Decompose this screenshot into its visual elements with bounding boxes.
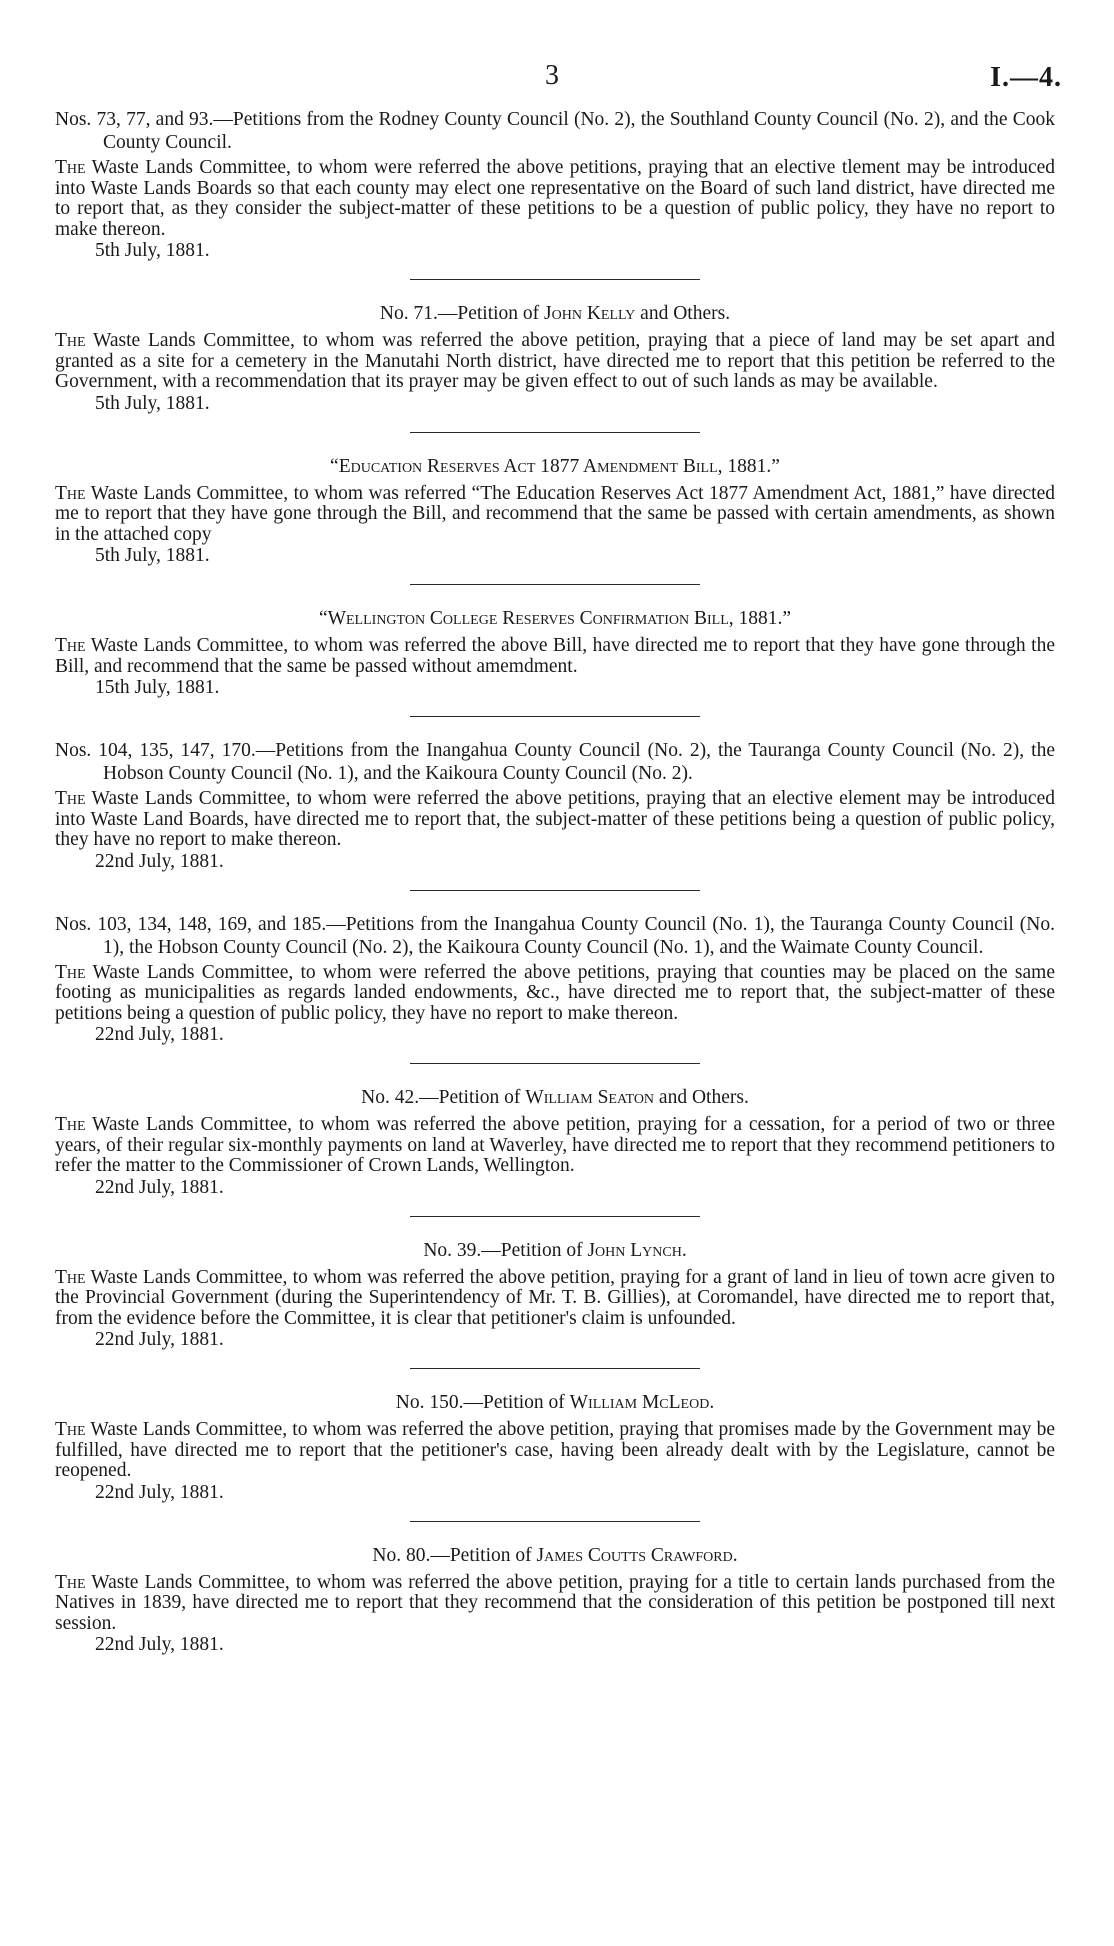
petitioner-name: William Seaton [525, 1087, 655, 1108]
heading-suffix: and Others. [654, 1087, 749, 1108]
section-heading: Nos. 104, 135, 147, 170.—Petitions from the Inangahua County Council (No. 2), the Tauranga County Council (No. 2), the Hobson County Council (No. 1), and the Kaikoura County Council (No. 2). [55, 740, 1055, 784]
section-date: 15th July, 1881. [95, 677, 220, 698]
section-date: 22nd July, 1881. [95, 1481, 224, 1503]
heading-prefix: No. 39.—Petition of [423, 1239, 588, 1261]
section-body [55, 963, 1055, 1025]
heading-prefix: No. 42.—Petition of [361, 1087, 526, 1108]
section-heading: “Education Reserves Act 1877 Amendment Bill, 1881.” [330, 455, 780, 477]
lead-word: The [55, 961, 86, 983]
lead-word: The [55, 1419, 86, 1440]
section-petitions-104-135-147-170 [55, 739, 1055, 872]
section-heading [55, 1391, 1055, 1414]
section-date: 22nd July, 1881. [95, 1329, 224, 1350]
section-date: 22nd July, 1881. [95, 1634, 224, 1655]
section-education-reserves-bill [55, 455, 1055, 567]
lead-word: The [55, 1266, 86, 1288]
section-heading [55, 1544, 1055, 1567]
body-text: Waste Lands Committee, to whom was referred the above petition, praying that promises made by the Government may be fulfilled, have directed me to report that the petitioner's case, having been already dealt with by the Legislature, cannot be reopened. [55, 1419, 1055, 1481]
section-body [55, 1573, 1055, 1635]
section-heading: Nos. 73, 77, and 93.—Petitions from the Rodney County Council (No. 2), the Southland County Council (No. 2), and the Cook County Council. [55, 109, 1055, 153]
section-heading: Nos. 103, 134, 148, 169, and 185.—Petitions from the Inangahua County Council (No. 1), the Tauranga County Council (No. 1), the Hobson County Council (No. 2), the Kaikoura County Council (No. 1), and the Waimate County Council. [55, 913, 1055, 958]
section-body [55, 1115, 1055, 1177]
page-number: 3 [545, 60, 559, 91]
divider-rule [410, 1063, 700, 1064]
heading-prefix: No. 71.—Petition of [379, 303, 545, 324]
lead-word: The [55, 635, 86, 656]
section-heading [55, 1086, 1055, 1109]
section-body [55, 1420, 1055, 1482]
divider-rule [410, 279, 700, 280]
heading-prefix: No. 80.—Petition of [372, 1544, 537, 1566]
divider-rule [410, 1216, 700, 1217]
heading-suffix: . [732, 1544, 738, 1566]
body-text: Waste Lands Committee, to whom were referred the above petitions, praying that an elective element may be introduced into Waste Land Boards, have directed me to report that, the subject-matter of these petitions being a question of public policy, they have no report to make thereon. [55, 788, 1055, 850]
body-text: Waste Lands Committee, to whom were referred the above petitions, praying that counties may be placed on the same footing as municipalities as regards landed endowments, &c., have directed me to report that, the subject-matter of these petitions being a question of public policy, they have no report to make thereon. [55, 961, 1055, 1024]
section-date: 22nd July, 1881. [95, 1176, 224, 1198]
body-text: Waste Lands Committee, to whom was referred the above petition, praying for a title to certain lands purchased from the Natives in 1839, have directed me to report that they recommend that the consideration of this petition be postponed till next session. [55, 1571, 1055, 1634]
body-text: Waste Lands Committee, to whom was referred the above petition, praying that a piece of land may be set apart and granted as a site for a cemetery in the Manutahi North district, have directed me to report that this petition be referred to the Government, with a recommendation that its prayer may be given effect to out of such lands as may be available. [55, 330, 1055, 392]
section-body [55, 636, 1055, 677]
section-heading [55, 1239, 1055, 1262]
divider-rule [410, 432, 700, 433]
body-text: Waste Lands Committee, to whom was referred “The Education Reserves Act 1877 Amendment Act, 1881,” have directed me to report that they have gone through the Bill, and recommend that the same be passed with certain amendments, as shown in the attached copy [55, 482, 1055, 545]
body-text: Waste Lands Committee, to whom was referred the above Bill, have directed me to report that they have gone through the Bill, and recommend that the same be passed without amemdment. [55, 635, 1055, 677]
paper-reference: I.—4. [990, 62, 1062, 93]
divider-rule [410, 1521, 700, 1522]
page-header [0, 0, 1114, 110]
heading-suffix: . [709, 1392, 715, 1413]
section-heading: “Wellington College Reserves Confirmation Bill, 1881.” [318, 608, 792, 629]
section-date: 5th July, 1881. [95, 545, 210, 566]
section-petitions-73-77-93 [55, 108, 1055, 261]
lead-word: The [55, 1114, 86, 1135]
lead-word: The [55, 157, 86, 178]
section-body [55, 158, 1055, 240]
body-text: Waste Lands Committee, to whom was referred the above petition, praying for a grant of land in lieu of town acre given to the Provincial Government (during the Superintendency of Mr. T. B. Gillies), at Coromandel, have directed me to report that, from the evidence before the Committee, it is clear that petitioner's claim is unfounded. [55, 1266, 1055, 1329]
section-petition-80 [55, 1544, 1055, 1656]
divider-rule [410, 584, 700, 585]
section-petition-71 [55, 302, 1055, 414]
divider-rule [410, 716, 700, 717]
section-petitions-103-134-148-169-185 [55, 913, 1055, 1046]
lead-word: The [55, 1571, 86, 1593]
section-body [55, 484, 1055, 546]
petitioner-name: James Coutts Crawford [536, 1544, 733, 1566]
section-body [55, 1268, 1055, 1330]
lead-word: The [55, 330, 86, 351]
lead-word: The [55, 482, 86, 504]
petitioner-name: John Lynch [587, 1239, 682, 1261]
heading-prefix: No. 150.—Petition of [395, 1392, 570, 1413]
heading-suffix: and Others. [635, 303, 731, 324]
section-date: 22nd July, 1881. [95, 1024, 224, 1045]
section-petition-39 [55, 1239, 1055, 1351]
body-text: Waste Lands Committee, to whom was referred the above petition, praying for a cessation, for a period of two or three years, of their regular six-monthly payments on land at Waverley, have directed me to report that they recommend petitioners to refer the matter to the Commissioner of Crown Lands, Wellington. [55, 1114, 1055, 1176]
divider-rule [410, 890, 700, 891]
section-petition-150 [55, 1391, 1055, 1503]
petitioner-name: William McLeod [569, 1392, 710, 1413]
section-heading [55, 302, 1055, 325]
section-date: 5th July, 1881. [95, 392, 210, 414]
body-text: Waste Lands Committee, to whom were referred the above petitions, praying that an elective tlement may be introduced into Waste Lands Boards so that each county may elect one representative on the Board of such land district, have directed me to report that, as they consider the subject-matter of these petitions to be a question of public policy, they have no report to make thereon. [55, 157, 1055, 240]
document-body [55, 108, 1055, 1655]
lead-word: The [55, 788, 86, 809]
petitioner-name: John Kelly [544, 303, 636, 324]
section-wellington-college-bill [55, 607, 1055, 698]
section-body [55, 331, 1055, 393]
section-date: 22nd July, 1881. [95, 850, 224, 872]
section-petition-42 [55, 1086, 1055, 1198]
section-date: 5th July, 1881. [95, 240, 210, 261]
heading-suffix: . [681, 1239, 687, 1261]
divider-rule [410, 1368, 700, 1369]
section-body [55, 789, 1055, 851]
